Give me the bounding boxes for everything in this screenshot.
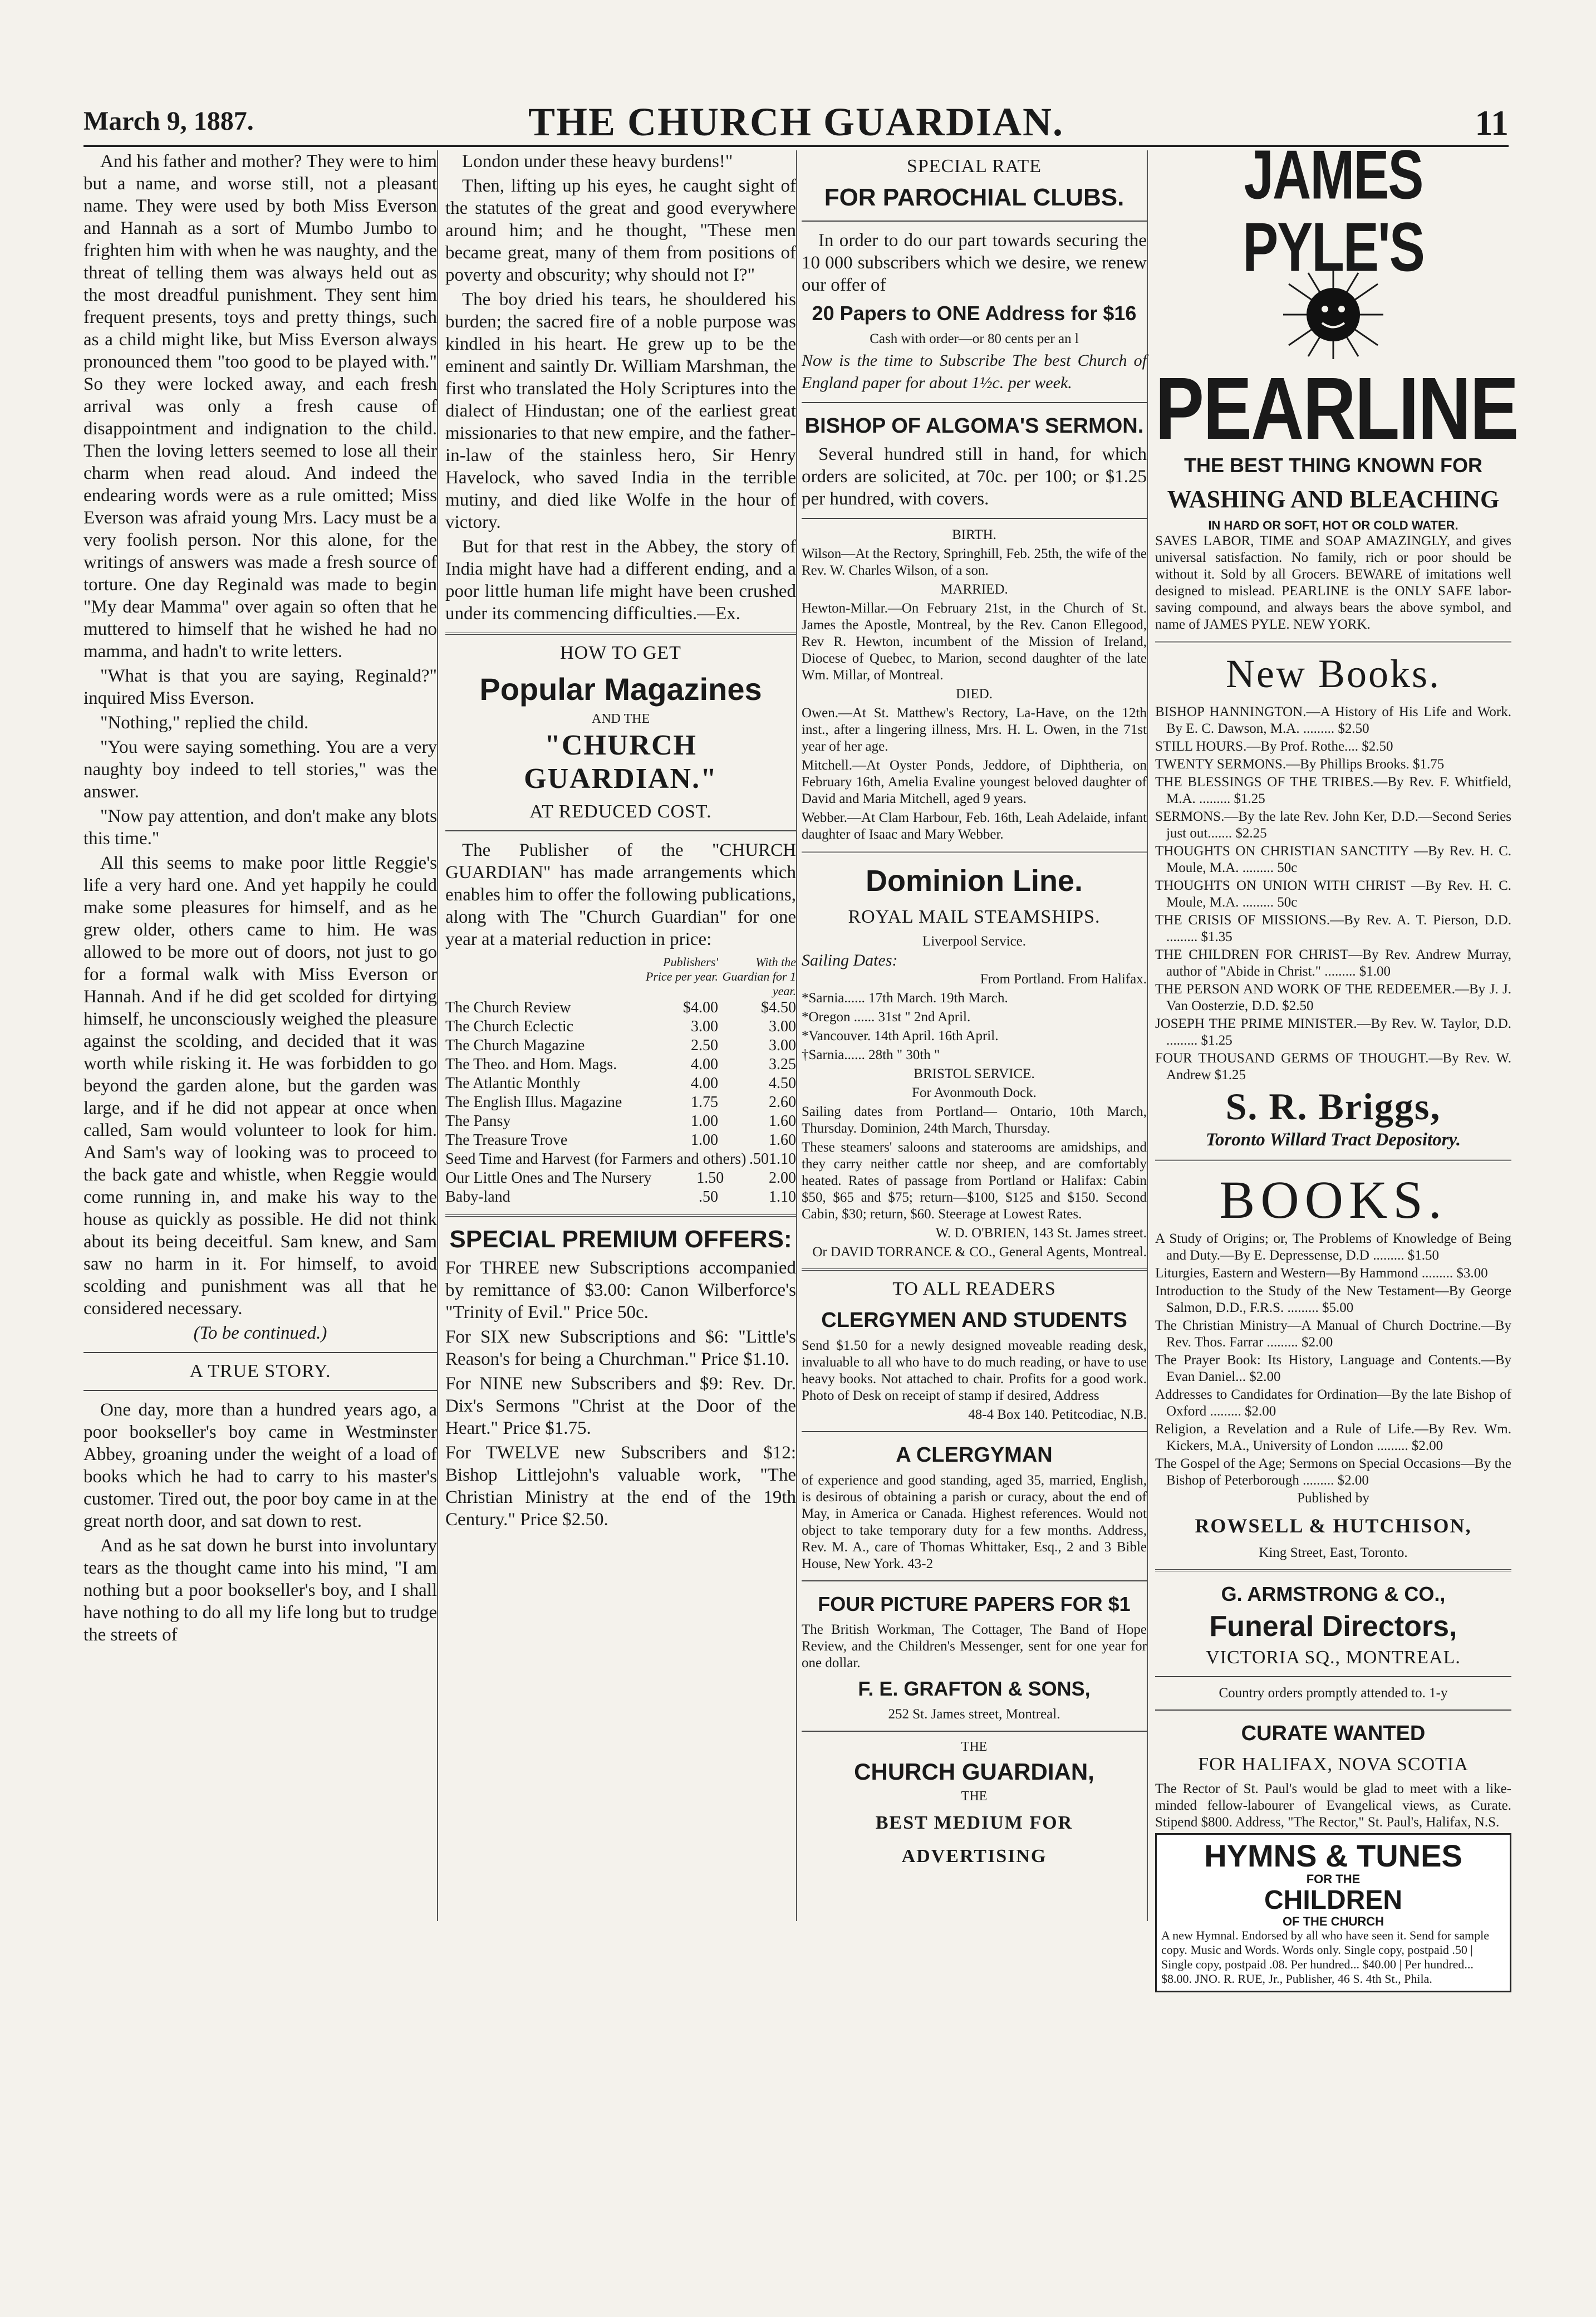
- magazine-row: [445, 1188, 796, 1207]
- paragraph: For NINE new Subscribers and $9: Rev. Dr. Dix's Sermons "Christ at the Door of the Heart." Price $1.75.: [445, 1374, 796, 1438]
- clergymen-students-heading: CLERGYMEN AND STUDENTS: [821, 1309, 1127, 1332]
- died-notices: [802, 705, 1147, 843]
- paragraph: THE CRISIS OF MISSIONS.—By Rev. A. T. Pierson, D.D. ......... $1.35: [1155, 913, 1511, 944]
- magazine-row: [445, 1093, 796, 1112]
- paragraph: Religion, a Revelation and a Rule of Life.—By Rev. Wm. Kickers, M.A., University of London ......... $2.00: [1155, 1422, 1511, 1453]
- magazine-row: [445, 998, 796, 1017]
- liverpool-service: Liverpool Service.: [922, 934, 1027, 949]
- divider: [1155, 1569, 1511, 1571]
- paragraph: One day, more than a hundred years ago, a poor bookseller's boy came in Westminster Abbey, groaning under the weight of a load of books which he had to carry to his master's customer. Tired out, the poor boy came in at the great north door, and sat down to rest.: [84, 1400, 437, 1531]
- divider: [802, 402, 1147, 403]
- died-heading: DIED.: [956, 687, 993, 702]
- toronto-tract-depository: Toronto Willard Tract Depository.: [1205, 1130, 1461, 1150]
- rate-paragraph: In order to do our part towards securing the 10 000 subscribers which we desire, we renew our offer of: [802, 231, 1147, 295]
- paragraph: Owen.—At St. Matthew's Rectory, La-Have, on the 12th inst., after a lingering illness, Mrs. H. L. Owen, in the 71st year of her age.: [802, 706, 1147, 754]
- paragraph: THOUGHTS ON CHRISTIAN SANCTITY —By Rev. H. C. Moule, M.A. ......... 50c: [1155, 844, 1511, 875]
- birth-heading: BIRTH.: [952, 527, 996, 542]
- paragraph: For TWELVE new Subscribers and $12: Bishop Littlejohn's valuable work, "The Christian Ministry at the end of the 19th Century." Price $2.50.: [445, 1443, 796, 1530]
- premium-offers-list: [445, 1257, 796, 1531]
- combined-price: 1.60: [769, 1113, 796, 1130]
- funeral-directors-heading: Funeral Directors,: [1209, 1610, 1457, 1643]
- combined-price: 1.10: [769, 1188, 796, 1206]
- obrien-agent: W. D. O'BRIEN, 143 St. James street.: [935, 1226, 1147, 1241]
- paragraph: And as he sat down he burst into involuntary tears as the thought came into his mind, "I am nothing but a poor bookseller's boy, and I shall have nothing to do all my life long but to trudge the streets of: [84, 1536, 437, 1645]
- the-label-2: THE: [961, 1789, 988, 1804]
- with-guardian-column-header: With the Guardian for 1 year.: [722, 955, 796, 998]
- paragraph: FOUR THOUSAND GERMS OF THOUGHT.—By Rev. W. Andrew $1.25: [1155, 1051, 1511, 1082]
- paragraph: "You were saying something. You are a very naughty boy indeed to tell stories," was the answer.: [84, 737, 437, 802]
- combined-price: 1.10: [769, 1150, 796, 1168]
- paragraph: Mitchell.—At Oyster Ponds, Jeddore, of Diphtheria, on February 16th, Amelia Evaline youngest beloved daughter of David and Maria Mitchell, aged 9 years.: [802, 758, 1147, 806]
- algoma-sermon-heading: BISHOP OF ALGOMA'S SERMON.: [804, 414, 1144, 438]
- hymns-tunes-heading: HYMNS & TUNES: [1204, 1838, 1462, 1873]
- to-be-continued: (To be continued.): [193, 1323, 327, 1343]
- sailings-list: [802, 990, 1147, 1064]
- armstrong-heading: G. ARMSTRONG & CO.,: [1221, 1583, 1446, 1605]
- divider: [802, 518, 1147, 519]
- briggs-name: S. R. Briggs,: [1225, 1085, 1441, 1128]
- clergyman-paragraph: of experience and good standing, aged 35, married, English, is desirous of obtaining a parish or curacy, about the end of May, in America or Canada. Highest references. Would not object to take temporary duty for a few months. Address, Rev. M. A., care of Thomas Whittaker, Esq., 2 and 3 Bible House, New York. 43-2: [802, 1473, 1147, 1571]
- divider: [1155, 1676, 1511, 1677]
- books-list: [1155, 1231, 1511, 1489]
- publisher-price: .50: [699, 1188, 718, 1206]
- and-the-label: AND THE: [591, 712, 650, 726]
- magazine-row: [445, 1112, 796, 1131]
- paragraph: JOSEPH THE PRIME MINISTER.—By Rev. W. Taylor, D.D. ......... $1.25: [1155, 1016, 1511, 1048]
- bristol-service: BRISTOL SERVICE.: [914, 1066, 1035, 1081]
- published-by: Published by: [1297, 1491, 1369, 1506]
- magazine-name: The Atlantic Monthly: [445, 1075, 581, 1092]
- sailing-table-header: From Portland. From Halifax.: [980, 972, 1147, 987]
- paragraph: SERMONS.—By the late Rev. John Ker, D.D.—Second Series just out....... $2.25: [1155, 809, 1511, 841]
- four-picture-papers-heading: FOUR PICTURE PAPERS FOR $1: [818, 1593, 1131, 1615]
- newspaper-title: THE CHURCH GUARDIAN.: [528, 100, 1064, 144]
- paragraph: Addresses to Candidates for Ordination—By the late Bishop of Oxford ......... $2.00: [1155, 1387, 1511, 1419]
- magazine-row: [445, 1055, 796, 1074]
- paragraph: For THREE new Subscriptions accompanied by remittance of $3.00: Canon Wilberforce's "Trinity of Evil." Price 50c.: [445, 1258, 796, 1322]
- birth-notice: Wilson—At the Rectory, Springhill, Feb. 25th, the wife of the Rev. W. Charles Wilson, of a son.: [802, 546, 1147, 578]
- how-to-get-heading: HOW TO GET: [560, 643, 681, 663]
- special-rate-heading: SPECIAL RATE: [906, 156, 1042, 177]
- married-notice: Hewton-Millar.—On February 21st, in the Church of St. James the Apostle, Montreal, by the Rev. Canon Ellegood, Rev R. Hewton, incumbent of the Mission of Ireland, Diocese of Quebec, to Marion, second daughter of the late Wm. Millar, of Montreal.: [802, 601, 1147, 683]
- magazine-name: The Church Eclectic: [445, 1018, 574, 1035]
- magazine-row: [445, 1169, 796, 1188]
- magazine-name: Baby-land: [445, 1188, 510, 1206]
- combined-price: 2.60: [769, 1094, 796, 1111]
- new-books-heading: New Books.: [1226, 651, 1441, 696]
- magazine-name: The Church Magazine: [445, 1037, 585, 1054]
- paragraph: Webber.—At Clam Harbour, Feb. 16th, Leah Adelaide, infant daughter of Isaac and Mary Webber.: [802, 810, 1147, 842]
- paragraph: For SIX new Subscriptions and $6: "Little's Reason's for being a Churchman." Price $1.10.: [445, 1327, 796, 1369]
- combined-price: $4.50: [761, 999, 796, 1016]
- true-story-body: [84, 1399, 437, 1646]
- divider: [445, 830, 796, 831]
- magazine-name: The English Illus. Magazine: [445, 1094, 622, 1111]
- true-story-heading: A TRUE STORY.: [189, 1361, 331, 1382]
- washing-bleaching: WASHING AND BLEACHING: [1167, 486, 1500, 513]
- new-books-list: [1155, 704, 1511, 1084]
- divider: [445, 1214, 796, 1217]
- divider: [1155, 641, 1511, 643]
- of-the-church-label: OF THE CHURCH: [1282, 1914, 1384, 1928]
- divider: [1155, 1159, 1511, 1161]
- page-number: 11: [1475, 103, 1509, 143]
- publisher-price: 4.00: [691, 1075, 718, 1092]
- paragraph: All this seems to make poor little Reggie's life a very hard one. And yet happily he could make some pleasures for himself, and as he grew older, others came to him. He was allowed to be more out of doors, not just to go for a formal walk with Miss Everson or Hannah. And if he did get scolded for dirtying himself, he unconsciously weighed the pleasure against the scolding, and decided that it was worth while risking it. He was forbidden to go beyond the garden alone, but the garden was large, and if he did not appear at once when called, Sam would volunteer to look for him. And Sam's way of looking was to proceed to the back gate and whistle, when Reggie would come running in, and make his way to the house as quickly as possible. He did not think about its being deceitful. Sam knew, and Sam saw no harm in it. For himself, to avoid scolding and punishment was all that he considered necessary.: [84, 853, 437, 1319]
- story-continuation: [445, 150, 796, 625]
- church-guardian-ad: CHURCH GUARDIAN,: [854, 1758, 1094, 1785]
- magazine-row: [445, 1036, 796, 1055]
- paragraph: But for that rest in the Abbey, the story of India might have had a different ending, and a poor little human life might have been crushed under its commencing difficulties.—Ex.: [445, 537, 796, 624]
- paragraph: THOUGHTS ON UNION WITH CHRIST —By Rev. H. C. Moule, M.A. ......... 50c: [1155, 878, 1511, 910]
- country-orders: Country orders promptly attended to. 1-y: [1219, 1686, 1448, 1701]
- magazine-name: The Pansy: [445, 1113, 511, 1130]
- divider: [802, 851, 1147, 853]
- cash-with-order: Cash with order—or 80 cents per an l: [870, 331, 1079, 346]
- paragraph: The Prayer Book: Its History, Language and Contents.—By Evan Daniel... $2.00: [1155, 1353, 1511, 1384]
- best-medium-heading: BEST MEDIUM FOR ADVERTISING: [875, 1813, 1073, 1867]
- desk-paragraph: Send $1.50 for a newly designed moveable reading desk, invaluable to all who have to do much reading, or have to use heavy books. Not attached to chair. Profits for a good work. Photo of Desk on receipt of stamp if desired, Address: [802, 1338, 1147, 1403]
- paragraph: And his father and mother? They were to him but a name, and worse still, not a pleasant name. They were used by both Miss Everson and Hannah as a sort of Mumbo Jumbo to frighten him with when he was naughty, and the threat of telling them was always held out as the most dreadful punishment. They sent him frequent presents, toys and pretty things, such as a child might like, but Miss Everson always pronounced them "too good to be played with." So they were locked away, and each fresh arrival was only a fresh cause of disappointment and indignation to the child. Then the loving letters seemed to lose all their charm when read aloud. And indeed the endearing words were as a rule omitted; Miss Everson was afraid young Mrs. Lacy must be a very foolish person. Nor this alone, for the writings of answers was made a fresh source of torture. One day Reginald was made to begin "My dear Mamma" over again so often that he muttered to himself that he wished he had no mamma, and hadn't to write letters.: [84, 151, 437, 662]
- divider: [1155, 1709, 1511, 1711]
- curate-paragraph: The Rector of St. Paul's would be glad to meet with a like-minded fellow-labourer of Evangelical views, as Curate. Stipend $800. Address, "The Rector," St. Paul's, Halifax, N.S.: [1155, 1781, 1511, 1830]
- column-4: [1155, 136, 1518, 1986]
- magazine-name: The Treasure Trove: [445, 1131, 568, 1149]
- pearline-advertisement: [1155, 136, 1518, 633]
- divider: [84, 1390, 437, 1391]
- magazine-name: Our Little Ones and The Nursery: [445, 1169, 652, 1187]
- dominion-line-heading: Dominion Line.: [866, 864, 1083, 898]
- steamers-paragraph: These steamers' saloons and staterooms are amidships, and they carry neither cattle nor sheep, and are comfortably heated. Rates of passage from Portland or Halifax: Cabin $50, $65 and $75; return—$100, $125 and $150. Second Cabin, $30; return, $60. Steerage at Lowest Rates.: [802, 1140, 1147, 1222]
- divider: [802, 221, 1147, 222]
- bristol-details: Sailing dates from Portland— Ontario, 10th March, Thursday. Dominion, 24th March, Thursday.: [802, 1104, 1147, 1136]
- royal-mail-heading: ROYAL MAIL STEAMSHIPS.: [848, 907, 1101, 927]
- combined-price: 4.50: [769, 1075, 796, 1092]
- publisher-price: 1.75: [691, 1094, 718, 1111]
- popular-magazines-heading: Popular Magazines: [479, 672, 762, 707]
- subscribe-note: Now is the time to Subscribe The best Church of England paper for about 1½c. per week.: [802, 351, 1147, 392]
- publisher-price: 1.50: [696, 1169, 724, 1187]
- magazine-name: The Theo. and Hom. Mags.: [445, 1056, 617, 1073]
- church-guardian-heading: "CHURCH GUARDIAN.": [524, 729, 718, 795]
- paragraph: The Gospel of the Age; Sermons on Special Occasions—By the Bishop of Peterborough ......... $2.00: [1155, 1456, 1511, 1488]
- desk-address: 48-4 Box 140. Petitcodiac, N.B.: [968, 1407, 1147, 1422]
- paragraph: †Sarnia...... 28th " 30th ": [802, 1047, 940, 1062]
- children-heading: CHILDREN: [1264, 1885, 1402, 1915]
- paragraph: Introduction to the Study of the New Testament—By George Salmon, D.D., F.R.S. ......... $5.00: [1155, 1284, 1511, 1315]
- notices: [802, 527, 1147, 843]
- combined-price: 3.25: [769, 1056, 796, 1073]
- paragraph: THE BLESSINGS OF THE TRIBES.—By Rev. F. Whitfield, M.A. ......... $1.25: [1155, 775, 1511, 806]
- paragraph: "Nothing," replied the child.: [100, 713, 309, 733]
- best-thing-known: THE BEST THING KNOWN FOR: [1184, 454, 1482, 477]
- publisher-price: 1.00: [691, 1131, 718, 1149]
- publisher-price: .50: [749, 1150, 769, 1168]
- publisher-price: 1.00: [691, 1113, 718, 1130]
- algoma-paragraph: Several hundred still in hand, for which orders are solicited, at 70c. per 100; or $1.25 per hundred, with covers.: [802, 444, 1147, 509]
- column-3: [802, 150, 1148, 1921]
- paragraph: *Sarnia...... 17th March. 19th March.: [802, 991, 1008, 1006]
- halifax-heading: FOR HALIFAX, NOVA SCOTIA: [1198, 1754, 1469, 1775]
- divider: [445, 633, 796, 635]
- hard-soft-water: IN HARD OR SOFT, HOT OR COLD WATER.: [1208, 518, 1459, 532]
- paragraph: TWENTY SERMONS.—By Phillips Brooks. $1.75: [1155, 757, 1445, 772]
- paragraph: THE CHILDREN FOR CHRIST—By Rev. Andrew Murray, author of "Abide in Christ." ......... $1.00: [1155, 947, 1511, 979]
- paragraph: The boy dried his tears, he shouldered his burden; the sacred fire of a noble purpose was kindled in his heart. He grew up to be the eminent and saintly Dr. William Marshman, the first who translated the Holy Scriptures into the dialect of Hindustan; one of the earliest great missionaries to that new empire, and the father-in-law of the stainless hero, Sir Henry Havelock, who saved India in the terrible mutiny, and died like Wolfe in the hour of victory.: [445, 290, 796, 532]
- paragraph: Liturgies, Eastern and Western—By Hammond ......... $3.00: [1155, 1266, 1488, 1281]
- james-pyles-heading: JAMES PYLE'S: [1243, 136, 1424, 286]
- the-label: THE: [961, 1740, 988, 1754]
- premium-offers-heading: SPECIAL PREMIUM OFFERS:: [449, 1226, 792, 1253]
- combined-price: 2.00: [768, 1169, 796, 1187]
- paragraph: BISHOP HANNINGTON.—A History of His Life and Work. By E. C. Dawson, M.A. ......... $2.50: [1155, 704, 1511, 736]
- sailing-dates-label: Sailing Dates:: [802, 951, 898, 969]
- price-column-header: Publishers' Price per year.: [645, 955, 718, 983]
- serial-story: [84, 150, 437, 1320]
- divider: [802, 1731, 1147, 1732]
- hymns-small-print: A new Hymnal. Endorsed by all who have seen it. Send for sample copy. Music and Words. Words only. Single copy, postpaid .50 | Single copy, postpaid .08. Per hundred... $40.00 | Per hundred... $8.00. JNO. R. RUE, Jr., Publisher, 46 S. 4th St., Phila.: [1161, 1928, 1489, 1986]
- twenty-papers-offer: 20 Papers to ONE Address for $16: [812, 302, 1137, 325]
- paragraph: "What is that you are saying, Reginald?" inquired Miss Everson.: [84, 666, 437, 708]
- paragraph: The Christian Ministry—A Manual of Church Doctrine.—By Rev. Thos. Farrar ......... $2.00: [1155, 1318, 1511, 1350]
- magazine-rows: [445, 998, 796, 1207]
- publisher-price: 3.00: [691, 1018, 718, 1035]
- paragraph: *Oregon ...... 31st " 2nd April.: [802, 1010, 971, 1025]
- publisher-price: $4.00: [683, 999, 718, 1016]
- reduced-cost-heading: AT REDUCED COST.: [529, 801, 712, 822]
- column-2: [445, 150, 797, 1921]
- victoria-square: VICTORIA SQ., MONTREAL.: [1206, 1647, 1461, 1668]
- magazine-row: [445, 1131, 796, 1150]
- hymns-tunes-advertisement: [1155, 1833, 1511, 1992]
- curate-wanted-heading: CURATE WANTED: [1241, 1722, 1426, 1745]
- column-1: [84, 150, 438, 1921]
- divider: [84, 1352, 437, 1353]
- divider: [802, 1580, 1147, 1581]
- four-picture-paragraph: The British Workman, The Cottager, The Band of Hope Review, and the Children's Messenger, sent for one year for one dollar.: [802, 1622, 1147, 1671]
- divider: [802, 1431, 1147, 1432]
- divider: [802, 1268, 1147, 1271]
- avonmouth: For Avonmouth Dock.: [912, 1085, 1037, 1100]
- paragraph: THE PERSON AND WORK OF THE REDEEMER.—By J. J. Van Oosterzie, D.D. $2.50: [1155, 982, 1511, 1013]
- rowsell-hutchison: ROWSELL & HUTCHISON,: [1195, 1515, 1472, 1537]
- a-clergyman-heading: A CLERGYMAN: [896, 1443, 1053, 1467]
- issue-date: March 9, 1887.: [84, 106, 254, 136]
- magazine-name: The Church Review: [445, 999, 571, 1016]
- combined-price: 1.60: [769, 1131, 796, 1149]
- torrance-agent: Or DAVID TORRANCE & CO., General Agents, Montreal.: [812, 1245, 1147, 1260]
- married-heading: MARRIED.: [940, 582, 1008, 597]
- grafton-address: 252 St. James street, Montreal.: [888, 1707, 1060, 1722]
- magazine-name: Seed Time and Harvest (for Farmers and others): [445, 1150, 747, 1168]
- for-the-label: FOR THE: [1306, 1872, 1361, 1886]
- publisher-paragraph: The Publisher of the "CHURCH GUARDIAN" has made arrangements which enables him to offer the following publications, along with The "Church Guardian" for one year at a material reduction in price:: [445, 840, 796, 949]
- books-heading: BOOKS.: [1219, 1170, 1447, 1229]
- publisher-price: 2.50: [691, 1037, 718, 1054]
- paragraph: "Now pay attention, and don't make any blots this time.": [84, 806, 437, 849]
- paragraph: London under these heavy burdens!": [462, 151, 733, 172]
- publisher-price: 4.00: [691, 1056, 718, 1073]
- magazine-row: [445, 1017, 796, 1036]
- grafton-name: F. E. GRAFTON & SONS,: [858, 1677, 1091, 1700]
- magazine-table-header: [445, 955, 796, 998]
- paragraph: STILL HOURS.—By Prof. Rothe.... $2.50: [1155, 739, 1393, 754]
- paragraph: Then, lifting up his eyes, he caught sight of the statutes of the great and good everywhere around him; and he thought, "These men became great, many of them from positions of poverty and obscurity; why should not I?": [445, 176, 796, 285]
- to-all-readers: TO ALL READERS: [892, 1278, 1056, 1299]
- magazine-row: [445, 1074, 796, 1093]
- pearline-heading: PEARLINE: [1155, 359, 1518, 458]
- magazine-row: [445, 1150, 796, 1169]
- combined-price: 3.00: [769, 1037, 796, 1054]
- combined-price: 3.00: [769, 1018, 796, 1035]
- paragraph: *Vancouver. 14th April. 16th April.: [802, 1028, 999, 1044]
- pearline-paragraph: SAVES LABOR, TIME and SOAP AMAZINGLY, and gives universal satisfaction. No family, rich or poor should be without it. Sold by all Grocers. BEWARE of imitations well designed to mislead. PEARLINE is the ONLY SAFE labor-saving compound, and always bears the above symbol, and name of JAMES PYLE. NEW YORK.: [1155, 533, 1511, 632]
- parochial-clubs-heading: FOR PAROCHIAL CLUBS.: [824, 184, 1124, 211]
- king-street: King Street, East, Toronto.: [1259, 1545, 1408, 1560]
- magazine-table: [445, 955, 796, 1207]
- paragraph: A Study of Origins; or, The Problems of Knowledge of Being and Duty.—By E. Depressense, D.D ......... $1.50: [1155, 1231, 1511, 1263]
